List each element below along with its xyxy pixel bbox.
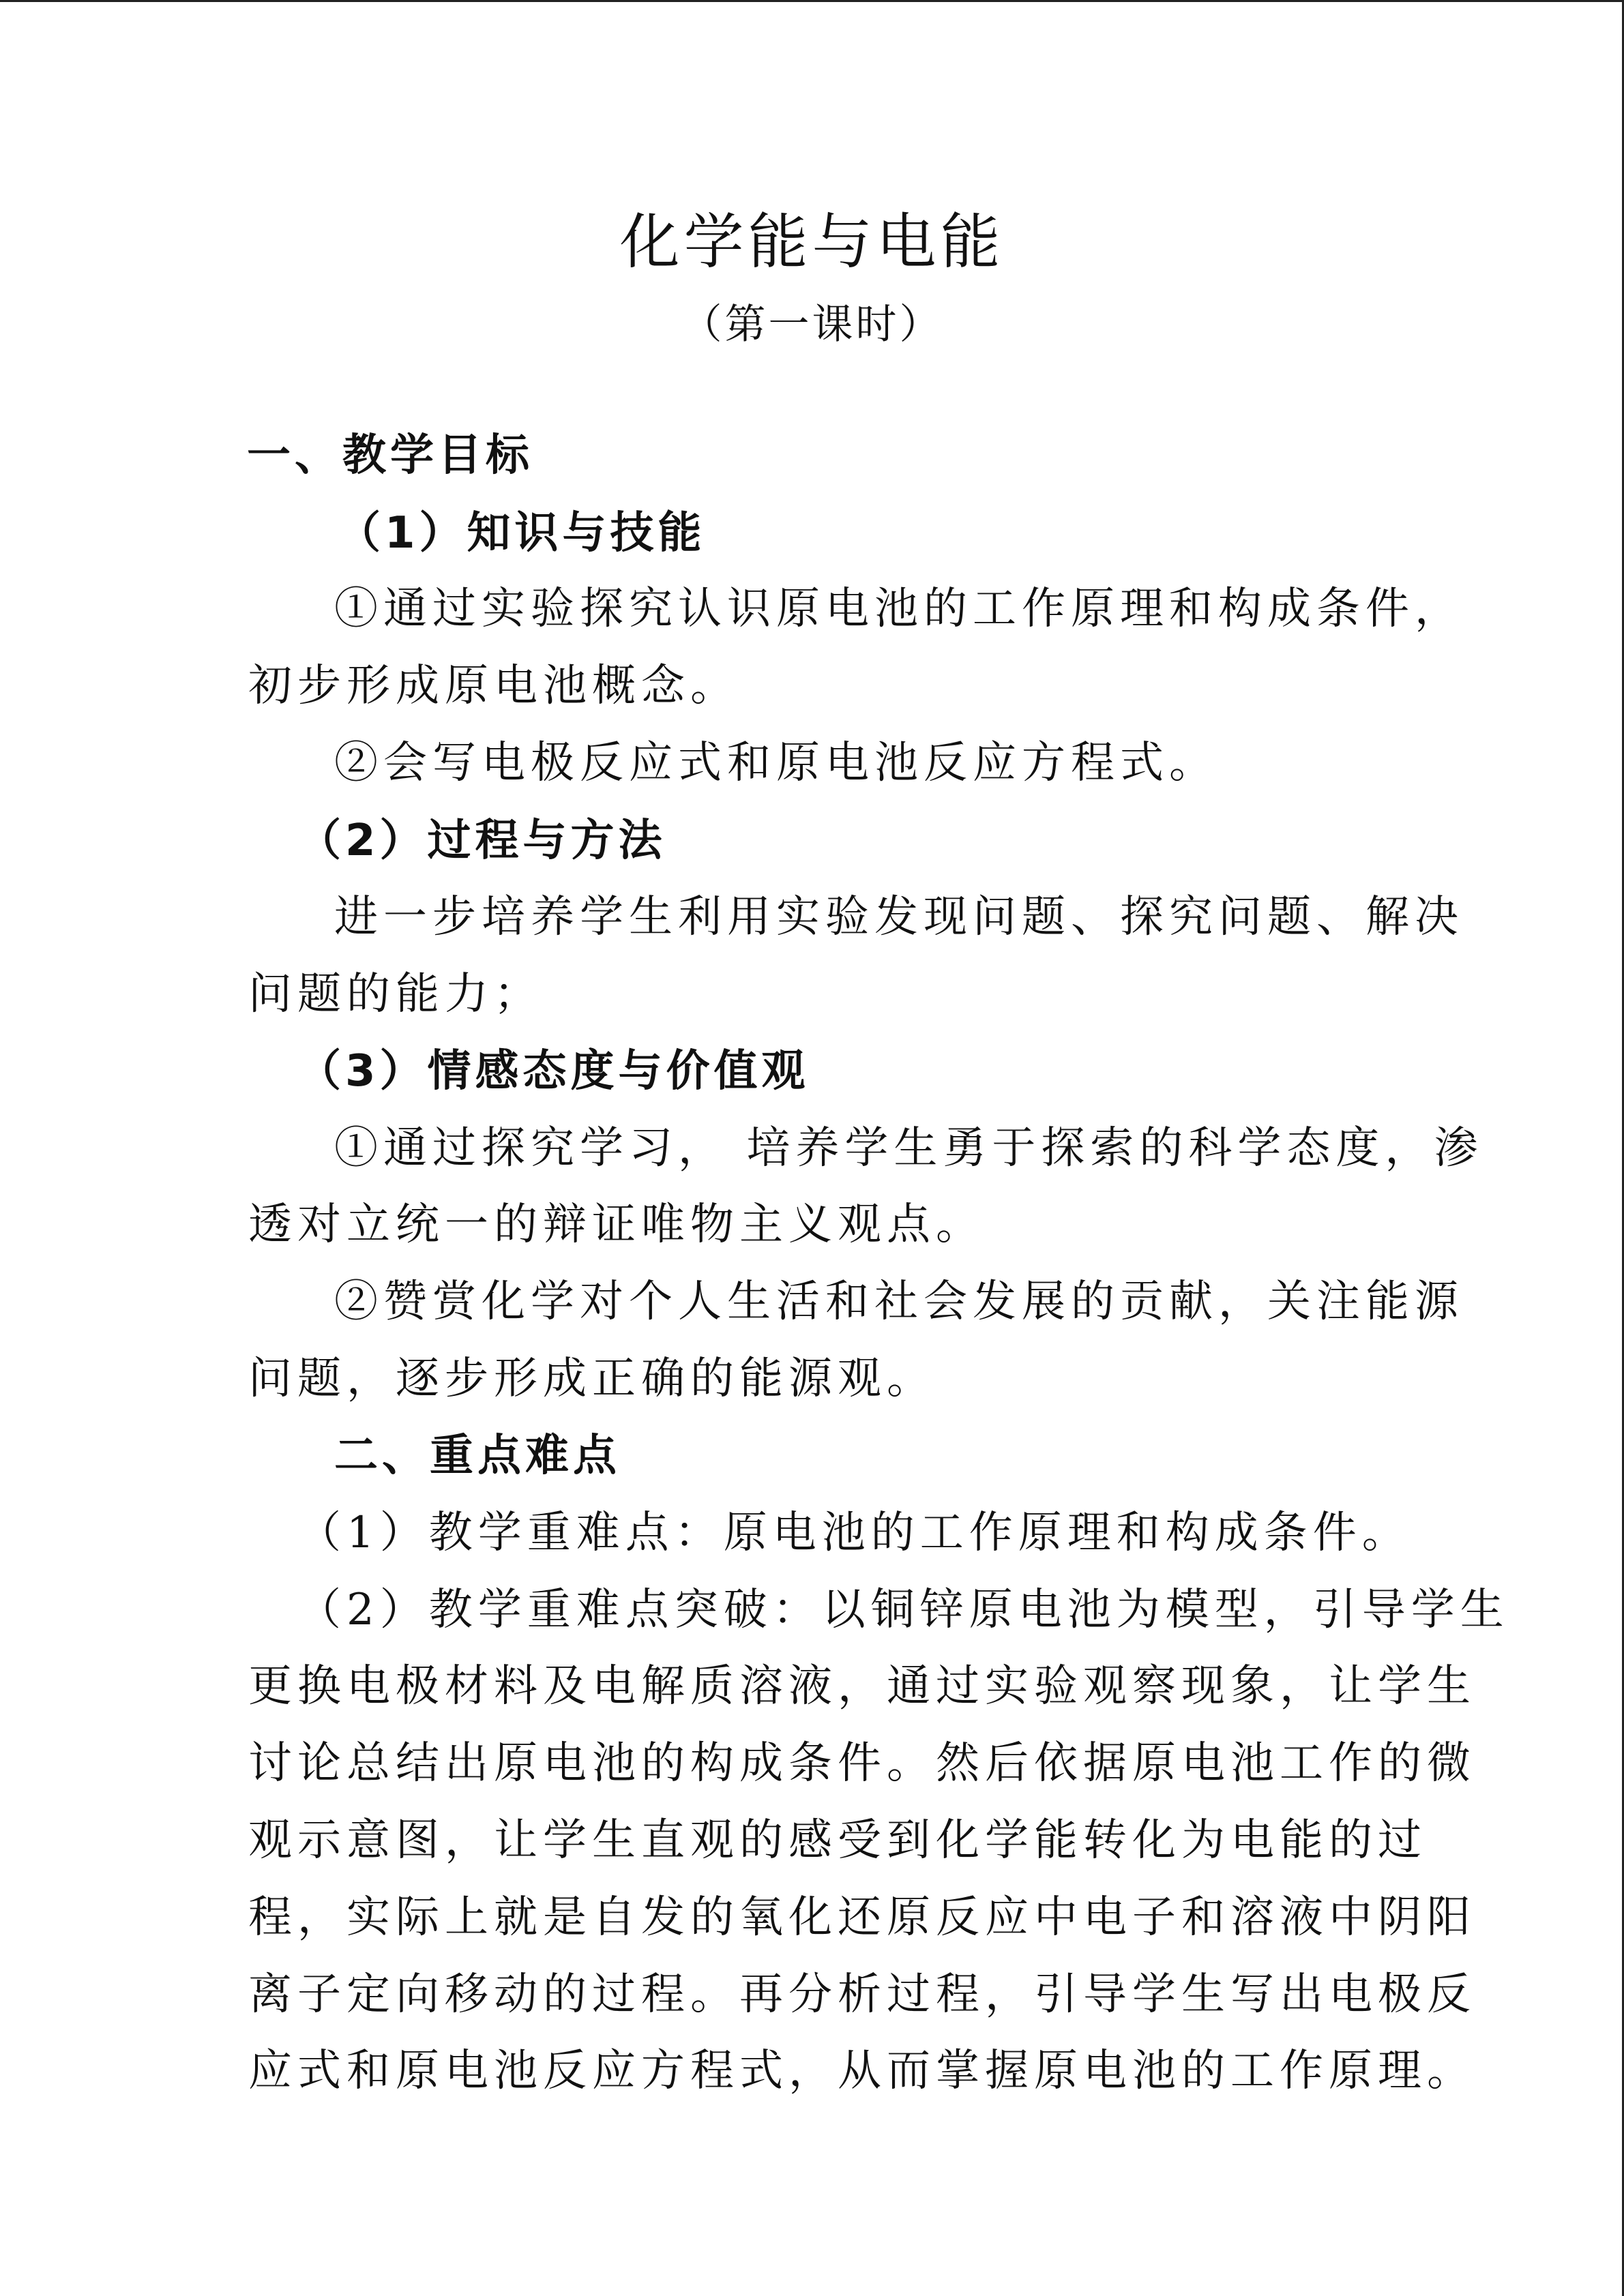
paragraph-line: 问题，逐步形成正确的能源观。 <box>248 1354 936 1404</box>
subheading-knowledge-skills: （1）知识与技能 <box>337 508 706 558</box>
paragraph-line: 应式和原电池反应方程式，从而掌握原电池的工作原理。 <box>248 2046 1476 2096</box>
paragraph-line: 透对立统一的辩证唯物主义观点。 <box>248 1199 985 1250</box>
section-heading-key-points: 二、重点难点 <box>334 1431 621 1481</box>
paragraph-line: 初步形成原电池概念。 <box>248 661 739 711</box>
paragraph-line: 讨论总结出原电池的构成条件。然后依据原电池工作的微 <box>248 1738 1476 1789</box>
page-border-top <box>0 0 1624 2</box>
subheading-emotion-values: （3）情感态度与价值观 <box>297 1046 810 1097</box>
paragraph-line: 进一步培养学生利用实验发现问题、探究问题、解决 <box>334 892 1464 942</box>
paragraph-line: ①通过探究学习， 培养学生勇于探索的科学态度，渗 <box>334 1123 1483 1174</box>
paragraph-line: 更换电极材料及电解质溶液，通过实验观察现象，让学生 <box>248 1661 1476 1712</box>
paragraph-line: ②会写电极反应式和原电池反应方程式。 <box>334 738 1218 788</box>
paragraph-line: （1）教学重难点：原电池的工作原理和构成条件。 <box>297 1508 1411 1558</box>
paragraph-line: 问题的能力； <box>248 969 543 1019</box>
document-subtitle: （第一课时） <box>681 301 943 348</box>
paragraph-line: （2）教学重难点突破：以铜锌原电池为模型，引导学生 <box>297 1585 1509 1635</box>
subheading-process-method: （2）过程与方法 <box>297 816 666 866</box>
paragraph-line: 观示意图，让学生直观的感受到化学能转化为电能的过 <box>248 1815 1427 1866</box>
section-heading-objectives: 一、教学目标 <box>247 430 533 481</box>
paragraph-line: ①通过实验探究认识原电池的工作原理和构成条件， <box>334 584 1464 634</box>
paragraph-line: 程，实际上就是自发的氧化还原反应中电子和溶液中阴阳 <box>248 1892 1476 1943</box>
document-title: 化学能与电能 <box>619 207 1005 277</box>
paragraph-line: ②赞赏化学对个人生活和社会发展的贡献，关注能源 <box>334 1277 1464 1327</box>
paragraph-line: 离子定向移动的过程。再分析过程，引导学生写出电极反 <box>248 1969 1476 2020</box>
